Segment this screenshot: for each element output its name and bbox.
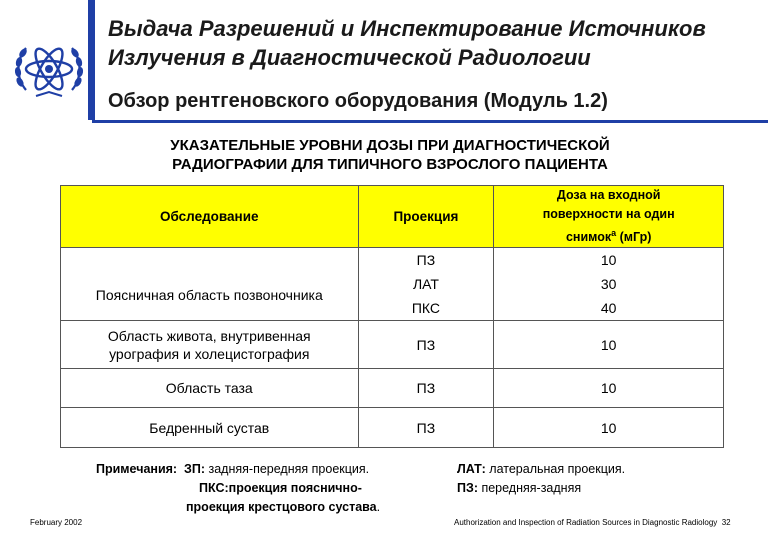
dose-cell: 10 (494, 321, 724, 369)
note-zp-text: задняя-передняя проекция. (205, 462, 370, 476)
dose-header-footnote-mark: a (611, 228, 617, 238)
title-line-1: Выдача Разрешений и Инспектирование Источников (108, 16, 706, 41)
note-lat (457, 460, 625, 479)
table-row (61, 248, 724, 321)
footer-source (454, 518, 731, 527)
exam-line: Область живота, внутривенная (107, 327, 311, 344)
col-header-projection: Проекция (358, 186, 494, 248)
exam-line: урография и холецистография (109, 345, 310, 362)
dose-cell: 10 (494, 369, 724, 408)
table-notes-right (457, 460, 625, 498)
note-line-3 (96, 498, 380, 517)
footer-source-text: Authorization and Inspection of Radiation Sources in Diagnostic Radiology (454, 518, 718, 527)
projection-cell (358, 248, 494, 321)
page-subtitle: Обзор рентгеновского оборудования (Модуль 1.2) (108, 90, 608, 112)
dose-value: 10 (600, 252, 617, 269)
note-zp-abbr: ЗП: (184, 462, 206, 476)
dose-cell (494, 248, 724, 321)
table-row (61, 321, 724, 369)
table-row (61, 369, 724, 408)
table-notes (96, 460, 380, 517)
projection-cell: ПЗ (358, 369, 494, 408)
note-lat-text: латеральная проекция. (485, 462, 626, 476)
dose-value: 40 (600, 300, 617, 317)
projection-cell: ПЗ (358, 321, 494, 369)
projection-cell: ПЗ (358, 408, 494, 448)
note-pks-line-2: проекция крестцового сустава (186, 500, 377, 514)
table-title-line-2: РАДИОГРАФИИ ДЛЯ ТИПИЧНОГО ВЗРОСЛОГО ПАЦИЕНТА (172, 156, 608, 173)
note-pz-text: передняя-задняя (477, 481, 582, 495)
table-title (60, 136, 720, 174)
accent-horizontal-rule (92, 120, 768, 123)
note-pz-abbr: ПЗ: (457, 481, 478, 495)
footer-date: February 2002 (30, 518, 83, 527)
projection-value: ПЗ (416, 252, 436, 269)
dose-value: 30 (600, 276, 617, 293)
dose-header-line-2: поверхности на один (542, 207, 675, 221)
accent-vertical-bar (88, 0, 95, 120)
exam-cell (61, 321, 359, 369)
note-lat-abbr: ЛАТ: (457, 462, 486, 476)
dose-header-line-3a: снимок (565, 230, 612, 245)
dose-cell: 10 (494, 408, 724, 448)
note-line-2 (96, 479, 380, 498)
note-pks-period: . (376, 500, 381, 514)
projection-value: ЛАТ (412, 276, 439, 293)
note-pks-line-1: ПКС:проекция пояснично- (199, 481, 362, 495)
exam-cell: Область таза (61, 369, 359, 408)
col-header-exam: Обследование (61, 186, 359, 248)
table-title-line-1: УКАЗАТЕЛЬНЫЕ УРОВНИ ДОЗЫ ПРИ ДИАГНОСТИЧЕСКОЙ (170, 137, 610, 154)
dose-table (60, 185, 724, 448)
exam-cell: Бедренный сустав (61, 408, 359, 448)
dose-header-line-1: Доза на входной (556, 188, 661, 202)
page-title (108, 14, 768, 72)
note-pz (457, 479, 625, 498)
table-header-row (61, 186, 724, 248)
dose-header-line-3b: (мГр) (616, 230, 652, 245)
iaea-logo-icon (14, 38, 84, 104)
exam-cell: Поясничная область позвоночника (61, 248, 359, 321)
notes-label: Примечания: (96, 462, 178, 476)
projection-value: ПКС (411, 300, 441, 317)
dose-header-line-3 (500, 224, 717, 247)
note-line-1 (96, 460, 380, 479)
col-header-dose (494, 186, 724, 248)
footer-page-number: 32 (721, 518, 731, 527)
title-line-2: Излучения в Диагностической Радиологии (108, 45, 591, 70)
table-row (61, 408, 724, 448)
